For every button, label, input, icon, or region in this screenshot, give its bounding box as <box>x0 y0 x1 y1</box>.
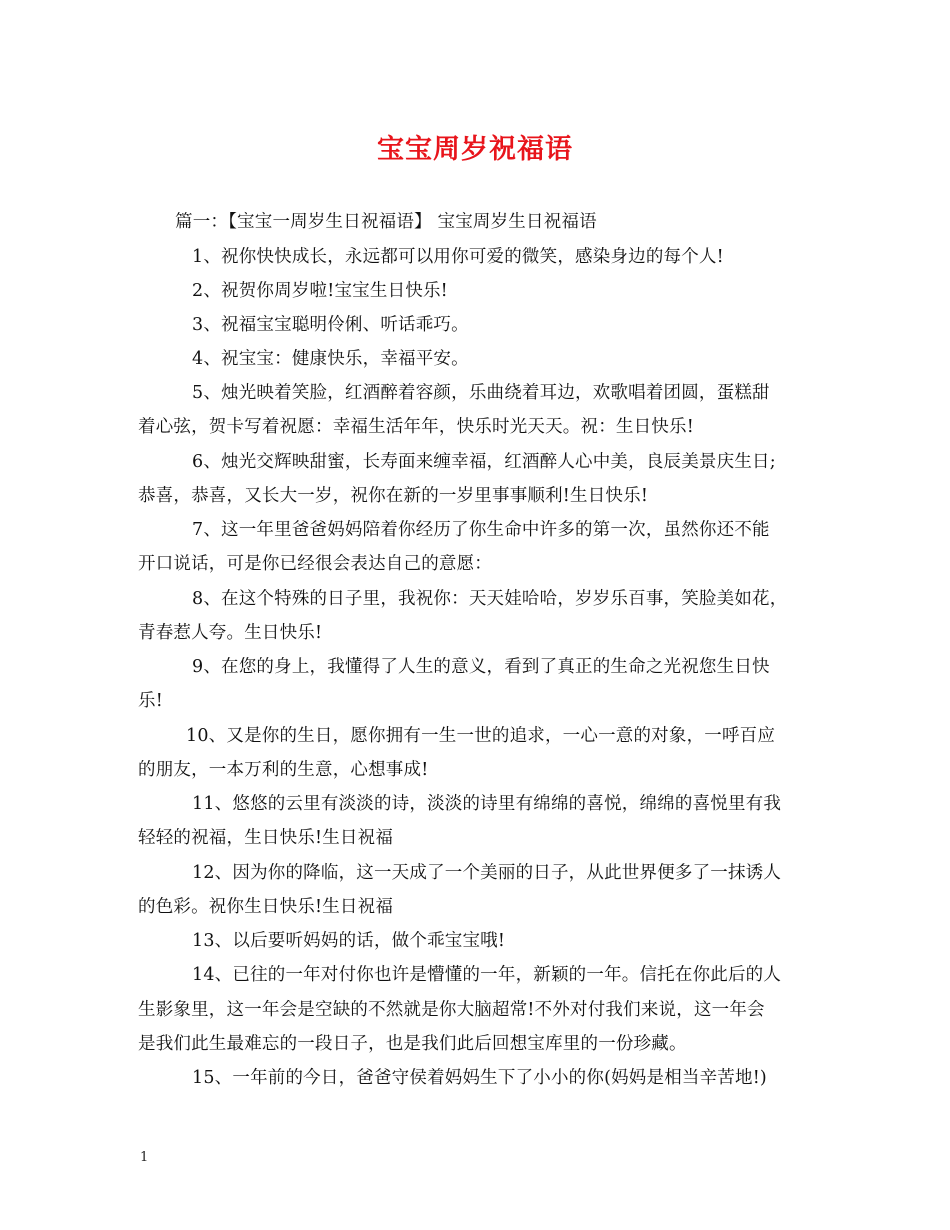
paragraph-line: 乐! <box>138 691 163 711</box>
paragraph-line: 的色彩。祝你生日快乐!生日祝福 <box>138 897 394 917</box>
page-number: 1 <box>140 1150 149 1165</box>
paragraph-line: 6、烛光交辉映甜蜜，长寿面来缠幸福，红酒醉人心中美，良辰美景庆生日; <box>192 452 776 472</box>
paragraph-line: 10、又是你的生日，愿你拥有一生一世的追求，一心一意的对象，一呼百应 <box>186 726 776 746</box>
paragraph-line: 是我们此生最难忘的一段日子，也是我们此后回想宝库里的一份珍藏。 <box>138 1034 687 1054</box>
paragraph-line: 8、在这个特殊的日子里，我祝你：天天娃哈哈，岁岁乐百事，笑脸美如花， <box>192 589 788 609</box>
paragraph-line: 7、这一年里爸爸妈妈陪着你经历了你生命中许多的第一次，虽然你还不能 <box>192 520 770 540</box>
paragraph-line: 青春惹人夸。生日快乐! <box>138 623 323 643</box>
paragraph-line: 1、祝你快快成长，永远都可以用你可爱的微笑，感染身边的每个人! <box>192 247 724 267</box>
paragraph-line: 13、以后要听妈妈的话，做个乖宝宝哦! <box>192 931 506 951</box>
page-title: 宝宝周岁祝福语 <box>377 134 573 165</box>
paragraph-line: 3、祝福宝宝聪明伶俐、听话乖巧。 <box>192 315 469 335</box>
paragraph-line: 轻轻的祝福，生日快乐!生日祝福 <box>138 828 394 848</box>
paragraph-line: 2、祝贺你周岁啦!宝宝生日快乐! <box>192 281 448 301</box>
paragraph-line: 开口说话，可是你已经很会表达自己的意愿： <box>138 554 492 574</box>
paragraph-line: 生影象里，这一年会是空缺的不然就是你大脑超常!不外对付我们来说，这一年会 <box>138 1000 765 1020</box>
paragraph-line: 14、已往的一年对付你也许是懵懂的一年，新颖的一年。信托在你此后的人 <box>192 965 782 985</box>
paragraph-line: 着心弦，贺卡写着祝愿：幸福生活年年，快乐时光天天。祝：生日快乐! <box>138 417 694 437</box>
section-heading: 篇一：【宝宝一周岁生日祝福语】 宝宝周岁生日祝福语 <box>175 212 597 232</box>
paragraph-line: 恭喜，恭喜，又长大一岁，祝你在新的一岁里事事顺利!生日快乐! <box>138 486 649 506</box>
paragraph-line: 4、祝宝宝：健康快乐，幸福平安。 <box>192 349 469 369</box>
paragraph-line: 11、悠悠的云里有淡淡的诗，淡淡的诗里有绵绵的喜悦，绵绵的喜悦里有我 <box>192 794 782 814</box>
paragraph-line: 5、烛光映着笑脸，红酒醉着容颜，乐曲绕着耳边，欢歌唱着团圆，蛋糕甜 <box>192 383 770 403</box>
paragraph-line: 9、在您的身上，我懂得了人生的意义，看到了真正的生命之光祝您生日快 <box>192 657 770 677</box>
paragraph-line: 15、一年前的今日，爸爸守侯着妈妈生下了小小的你(妈妈是相当辛苦地!) <box>192 1068 767 1088</box>
paragraph-line: 12、因为你的降临，这一天成了一个美丽的日子，从此世界便多了一抹诱人 <box>192 863 782 883</box>
paragraph-line: 的朋友，一本万利的生意，心想事成! <box>138 760 429 780</box>
